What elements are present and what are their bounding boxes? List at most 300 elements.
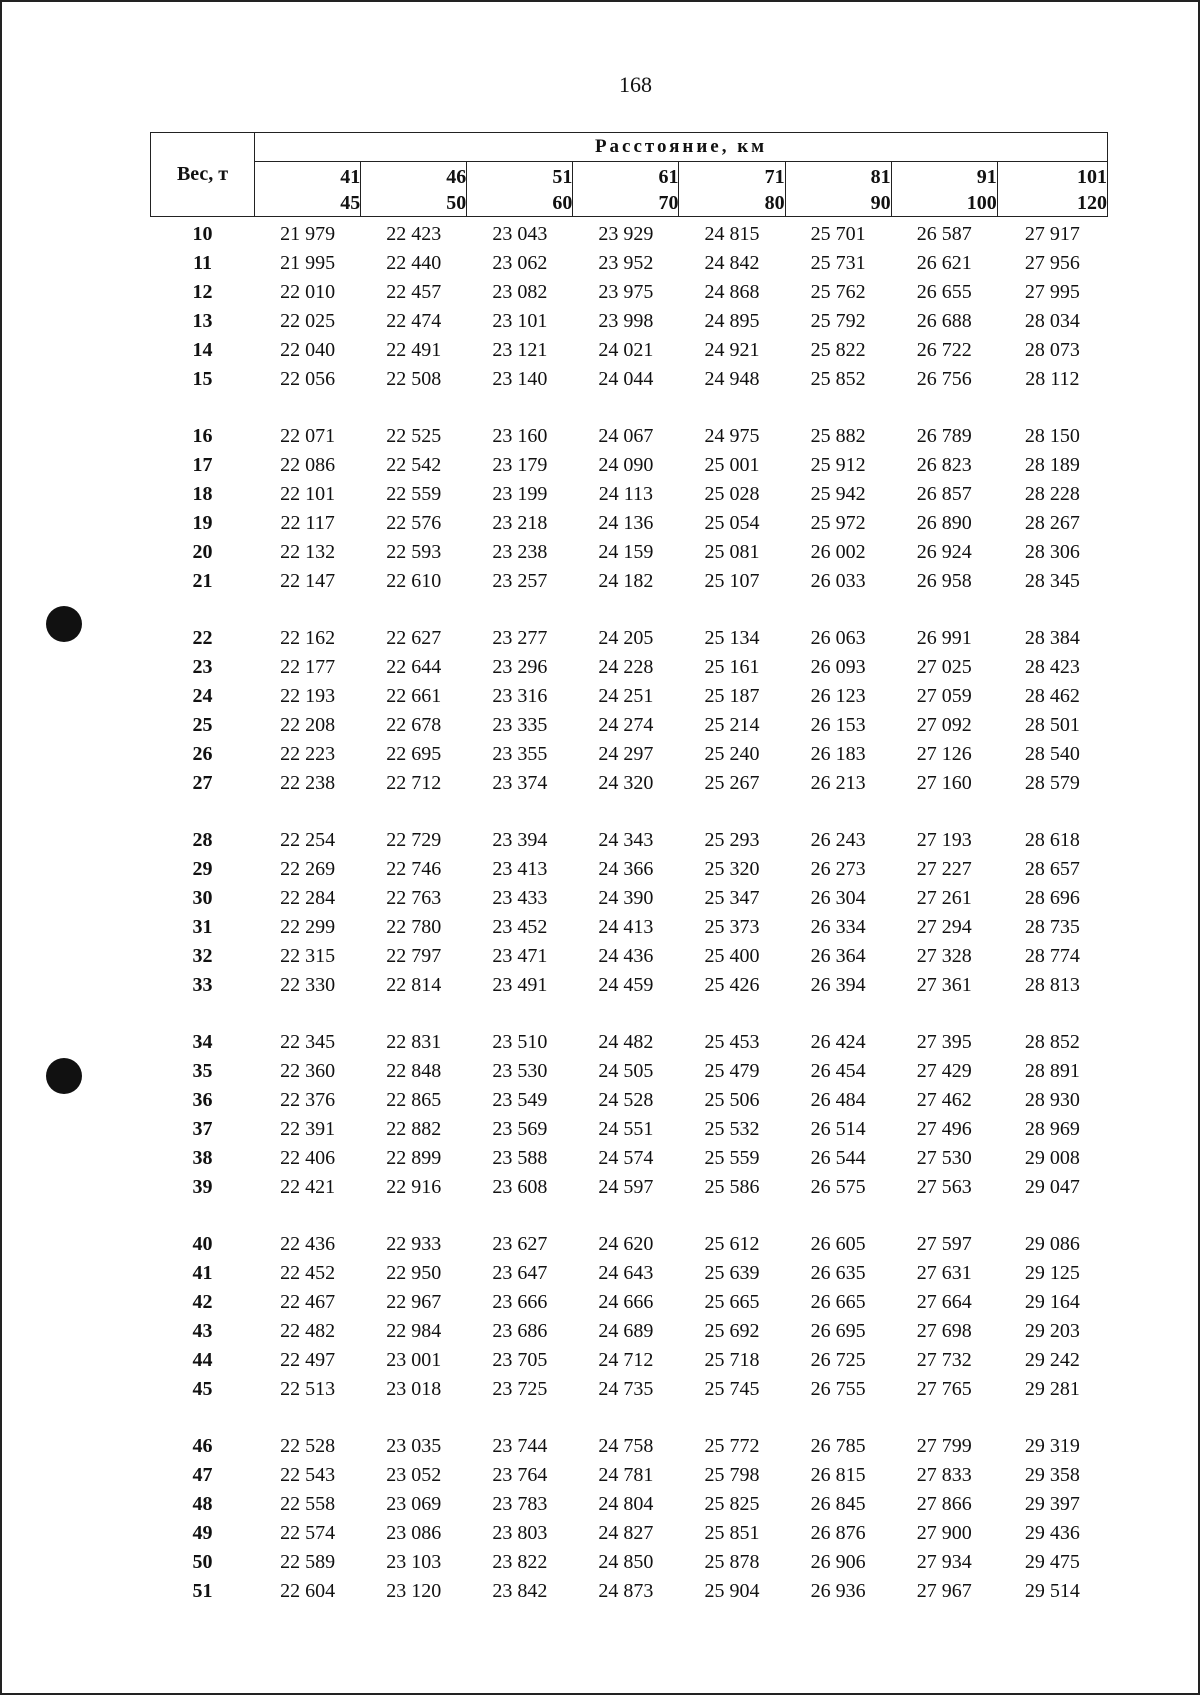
tariff-value-cell: 26 722 bbox=[916, 339, 972, 361]
tariff-value-cell: 23 666 bbox=[492, 1291, 548, 1313]
tariff-value-cell: 24 804 bbox=[598, 1493, 654, 1515]
table-body bbox=[151, 217, 1108, 1604]
tariff-value-cell: 22 508 bbox=[386, 368, 442, 390]
tariff-value-cell: 28 579 bbox=[1024, 772, 1080, 794]
table-row bbox=[151, 823, 1108, 852]
tariff-value-cell: 26 243 bbox=[810, 829, 866, 851]
tariff-value-cell: 24 850 bbox=[598, 1551, 654, 1573]
tariff-value-cell: 22 040 bbox=[280, 339, 336, 361]
tariff-value-cell: 26 655 bbox=[916, 281, 972, 303]
table-row bbox=[151, 1516, 1108, 1545]
tariff-value-cell: 22 695 bbox=[386, 743, 442, 765]
tariff-value-cell: 24 343 bbox=[598, 829, 654, 851]
tariff-value-cell: 26 394 bbox=[810, 974, 866, 996]
tariff-value-cell: 22 376 bbox=[280, 1089, 336, 1111]
table-row bbox=[151, 275, 1108, 304]
tariff-value-cell: 23 433 bbox=[492, 887, 548, 909]
tariff-value-cell: 24 873 bbox=[598, 1580, 654, 1602]
tariff-value-cell: 22 193 bbox=[280, 685, 336, 707]
tariff-value-cell: 24 528 bbox=[598, 1089, 654, 1111]
weight-cell: 17 bbox=[192, 454, 213, 476]
tariff-value-cell: 23 199 bbox=[492, 483, 548, 505]
distance-header: Расстояние, км bbox=[255, 133, 1108, 162]
tariff-value-cell: 24 868 bbox=[704, 281, 760, 303]
table-row bbox=[151, 564, 1108, 593]
table-row bbox=[151, 1372, 1108, 1401]
weight-cell: 10 bbox=[192, 223, 213, 245]
tariff-value-cell: 27 956 bbox=[1024, 252, 1080, 274]
tariff-value-cell: 24 574 bbox=[598, 1147, 654, 1169]
tariff-value-cell: 23 043 bbox=[492, 223, 548, 245]
weight-cell: 34 bbox=[192, 1031, 213, 1053]
tariff-value-cell: 22 025 bbox=[280, 310, 336, 332]
tariff-value-cell: 24 482 bbox=[598, 1031, 654, 1053]
tariff-value-cell: 23 549 bbox=[492, 1089, 548, 1111]
table-row bbox=[151, 448, 1108, 477]
tariff-value-cell: 26 454 bbox=[810, 1060, 866, 1082]
tariff-value-cell: 25 762 bbox=[810, 281, 866, 303]
tariff-value-cell: 29 125 bbox=[1024, 1262, 1080, 1284]
tariff-value-cell: 26 364 bbox=[810, 945, 866, 967]
table-row bbox=[151, 1487, 1108, 1516]
tariff-value-cell: 28 657 bbox=[1024, 858, 1080, 880]
range-from: 61 bbox=[658, 166, 679, 188]
distance-range-header bbox=[361, 162, 467, 217]
tariff-value-cell: 27 967 bbox=[916, 1580, 972, 1602]
tariff-value-cell: 22 865 bbox=[386, 1089, 442, 1111]
tariff-value-cell: 24 758 bbox=[598, 1435, 654, 1457]
tariff-value-cell: 26 725 bbox=[810, 1349, 866, 1371]
table-row bbox=[151, 1141, 1108, 1170]
tariff-value-cell: 25 792 bbox=[810, 310, 866, 332]
table-row bbox=[151, 362, 1108, 391]
tariff-value-cell: 24 113 bbox=[598, 483, 654, 505]
tariff-value-cell: 25 347 bbox=[704, 887, 760, 909]
tariff-value-cell: 28 384 bbox=[1024, 627, 1080, 649]
weight-cell: 22 bbox=[192, 627, 213, 649]
tariff-value-cell: 26 857 bbox=[916, 483, 972, 505]
table-row bbox=[151, 1083, 1108, 1112]
tariff-value-cell: 22 421 bbox=[280, 1176, 336, 1198]
tariff-value-cell: 23 160 bbox=[492, 425, 548, 447]
distance-range-header bbox=[467, 162, 573, 217]
distance-range-header bbox=[573, 162, 679, 217]
tariff-value-cell: 23 101 bbox=[492, 310, 548, 332]
tariff-value-cell: 25 506 bbox=[704, 1089, 760, 1111]
tariff-value-cell: 22 010 bbox=[280, 281, 336, 303]
weight-cell: 33 bbox=[192, 974, 213, 996]
tariff-value-cell: 26 755 bbox=[810, 1378, 866, 1400]
tariff-value-cell: 29 047 bbox=[1024, 1176, 1080, 1198]
tariff-value-cell: 25 718 bbox=[704, 1349, 760, 1371]
tariff-value-cell: 23 001 bbox=[386, 1349, 442, 1371]
tariff-value-cell: 26 213 bbox=[810, 772, 866, 794]
tariff-value-cell: 26 575 bbox=[810, 1176, 866, 1198]
distance-range-row bbox=[151, 162, 1108, 217]
weight-cell: 50 bbox=[192, 1551, 213, 1573]
tariff-value-cell: 26 845 bbox=[810, 1493, 866, 1515]
tariff-value-cell: 25 559 bbox=[704, 1147, 760, 1169]
tariff-value-cell: 24 551 bbox=[598, 1118, 654, 1140]
range-to: 45 bbox=[340, 192, 361, 214]
tariff-value-cell: 28 150 bbox=[1024, 425, 1080, 447]
tariff-value-cell: 26 621 bbox=[916, 252, 972, 274]
tariff-value-cell: 22 071 bbox=[280, 425, 336, 447]
tariff-value-cell: 22 678 bbox=[386, 714, 442, 736]
tariff-value-cell: 28 774 bbox=[1024, 945, 1080, 967]
tariff-value-cell: 23 374 bbox=[492, 772, 548, 794]
weight-cell: 28 bbox=[192, 829, 213, 851]
tariff-value-cell: 22 559 bbox=[386, 483, 442, 505]
tariff-value-cell: 23 086 bbox=[386, 1522, 442, 1544]
tariff-value-cell: 24 366 bbox=[598, 858, 654, 880]
tariff-value-cell: 22 712 bbox=[386, 772, 442, 794]
tariff-value-cell: 22 542 bbox=[386, 454, 442, 476]
table-row bbox=[151, 246, 1108, 275]
weight-cell: 31 bbox=[192, 916, 213, 938]
weight-cell: 20 bbox=[192, 541, 213, 563]
tariff-value-cell: 23 686 bbox=[492, 1320, 548, 1342]
tariff-value-cell: 23 018 bbox=[386, 1378, 442, 1400]
tariff-value-cell: 24 228 bbox=[598, 656, 654, 678]
tariff-value-cell: 22 457 bbox=[386, 281, 442, 303]
table-row bbox=[151, 1314, 1108, 1343]
tariff-value-cell: 26 304 bbox=[810, 887, 866, 909]
tariff-value-cell: 22 604 bbox=[280, 1580, 336, 1602]
range-from: 81 bbox=[870, 166, 891, 188]
tariff-value-cell: 23 355 bbox=[492, 743, 548, 765]
tariff-value-cell: 26 635 bbox=[810, 1262, 866, 1284]
group-spacer bbox=[151, 391, 1108, 419]
tariff-value-cell: 23 277 bbox=[492, 627, 548, 649]
tariff-value-cell: 26 695 bbox=[810, 1320, 866, 1342]
tariff-value-cell: 24 413 bbox=[598, 916, 654, 938]
weight-cell: 24 bbox=[192, 685, 213, 707]
tariff-value-cell: 29 164 bbox=[1024, 1291, 1080, 1313]
tariff-value-cell: 23 783 bbox=[492, 1493, 548, 1515]
tariff-value-cell: 27 462 bbox=[916, 1089, 972, 1111]
weight-cell: 21 bbox=[192, 570, 213, 592]
tariff-value-cell: 25 882 bbox=[810, 425, 866, 447]
punch-hole-lower bbox=[46, 1058, 82, 1094]
tariff-value-cell: 24 459 bbox=[598, 974, 654, 996]
group-spacer bbox=[151, 1199, 1108, 1227]
tariff-value-cell: 22 269 bbox=[280, 858, 336, 880]
tariff-value-cell: 25 001 bbox=[704, 454, 760, 476]
tariff-value-cell: 24 643 bbox=[598, 1262, 654, 1284]
tariff-value-cell: 26 063 bbox=[810, 627, 866, 649]
weight-cell: 43 bbox=[192, 1320, 213, 1342]
tariff-value-cell: 23 510 bbox=[492, 1031, 548, 1053]
tariff-value-cell: 24 781 bbox=[598, 1464, 654, 1486]
tariff-value-cell: 28 735 bbox=[1024, 916, 1080, 938]
weight-cell: 45 bbox=[192, 1378, 213, 1400]
tariff-value-cell: 22 589 bbox=[280, 1551, 336, 1573]
tariff-value-cell: 28 462 bbox=[1024, 685, 1080, 707]
tariff-value-cell: 25 453 bbox=[704, 1031, 760, 1053]
tariff-value-cell: 26 958 bbox=[916, 570, 972, 592]
tariff-value-cell: 23 744 bbox=[492, 1435, 548, 1457]
tariff-value-cell: 22 315 bbox=[280, 945, 336, 967]
weight-cell: 16 bbox=[192, 425, 213, 447]
tariff-value-cell: 28 189 bbox=[1024, 454, 1080, 476]
tariff-value-cell: 22 208 bbox=[280, 714, 336, 736]
tariff-value-cell: 28 267 bbox=[1024, 512, 1080, 534]
tariff-value-cell: 22 482 bbox=[280, 1320, 336, 1342]
table-row bbox=[151, 333, 1108, 362]
tariff-value-cell: 26 785 bbox=[810, 1435, 866, 1457]
tariff-value-cell: 26 936 bbox=[810, 1580, 866, 1602]
distance-range-header bbox=[255, 162, 361, 217]
tariff-value-cell: 22 330 bbox=[280, 974, 336, 996]
tariff-value-cell: 24 842 bbox=[704, 252, 760, 274]
table-row bbox=[151, 419, 1108, 448]
tariff-value-cell: 22 984 bbox=[386, 1320, 442, 1342]
weight-cell: 26 bbox=[192, 743, 213, 765]
tariff-value-cell: 24 948 bbox=[704, 368, 760, 390]
tariff-value-cell: 23 952 bbox=[598, 252, 654, 274]
weight-cell: 36 bbox=[192, 1089, 213, 1111]
range-to: 60 bbox=[552, 192, 573, 214]
tariff-value-cell: 25 852 bbox=[810, 368, 866, 390]
tariff-value-cell: 22 780 bbox=[386, 916, 442, 938]
tariff-value-cell: 25 161 bbox=[704, 656, 760, 678]
tariff-value-cell: 26 334 bbox=[810, 916, 866, 938]
tariff-value-cell: 22 101 bbox=[280, 483, 336, 505]
tariff-value-cell: 25 532 bbox=[704, 1118, 760, 1140]
tariff-value-cell: 25 972 bbox=[810, 512, 866, 534]
tariff-value-cell: 28 501 bbox=[1024, 714, 1080, 736]
weight-cell: 13 bbox=[192, 310, 213, 332]
tariff-value-cell: 23 052 bbox=[386, 1464, 442, 1486]
tariff-value-cell: 23 238 bbox=[492, 541, 548, 563]
tariff-value-cell: 24 205 bbox=[598, 627, 654, 649]
tariff-value-cell: 23 471 bbox=[492, 945, 548, 967]
tariff-value-cell: 23 842 bbox=[492, 1580, 548, 1602]
tariff-value-cell: 22 299 bbox=[280, 916, 336, 938]
tariff-value-cell: 23 335 bbox=[492, 714, 548, 736]
tariff-value-cell: 23 822 bbox=[492, 1551, 548, 1573]
tariff-value-cell: 24 505 bbox=[598, 1060, 654, 1082]
weight-cell: 37 bbox=[192, 1118, 213, 1140]
tariff-value-cell: 25 772 bbox=[704, 1435, 760, 1457]
tariff-value-cell: 22 513 bbox=[280, 1378, 336, 1400]
tariff-value-cell: 23 069 bbox=[386, 1493, 442, 1515]
tariff-value-cell: 25 373 bbox=[704, 916, 760, 938]
tariff-value-cell: 21 979 bbox=[280, 223, 336, 245]
tariff-value-cell: 24 975 bbox=[704, 425, 760, 447]
tariff-value-cell: 22 644 bbox=[386, 656, 442, 678]
tariff-value-cell: 24 021 bbox=[598, 339, 654, 361]
tariff-value-cell: 29 008 bbox=[1024, 1147, 1080, 1169]
tariff-value-cell: 27 361 bbox=[916, 974, 972, 996]
weight-cell: 51 bbox=[192, 1580, 213, 1602]
tariff-value-cell: 26 665 bbox=[810, 1291, 866, 1313]
range-to: 120 bbox=[1077, 192, 1107, 214]
table-row bbox=[151, 1227, 1108, 1256]
tariff-value-cell: 26 605 bbox=[810, 1233, 866, 1255]
table-row bbox=[151, 621, 1108, 650]
weight-cell: 18 bbox=[192, 483, 213, 505]
tariff-value-cell: 22 610 bbox=[386, 570, 442, 592]
weight-cell: 32 bbox=[192, 945, 213, 967]
tariff-value-cell: 23 998 bbox=[598, 310, 654, 332]
tariff-value-cell: 22 223 bbox=[280, 743, 336, 765]
tariff-value-cell: 26 424 bbox=[810, 1031, 866, 1053]
table-row bbox=[151, 766, 1108, 795]
tariff-value-cell: 22 056 bbox=[280, 368, 336, 390]
tariff-value-cell: 29 319 bbox=[1024, 1435, 1080, 1457]
tariff-value-cell: 23 725 bbox=[492, 1378, 548, 1400]
tariff-value-cell: 25 107 bbox=[704, 570, 760, 592]
tariff-value-cell: 26 002 bbox=[810, 541, 866, 563]
tariff-value-cell: 27 563 bbox=[916, 1176, 972, 1198]
tariff-value-cell: 27 765 bbox=[916, 1378, 972, 1400]
tariff-value-cell: 22 423 bbox=[386, 223, 442, 245]
tariff-value-cell: 28 073 bbox=[1024, 339, 1080, 361]
tariff-value-cell: 25 054 bbox=[704, 512, 760, 534]
tariff-value-cell: 27 934 bbox=[916, 1551, 972, 1573]
weight-cell: 38 bbox=[192, 1147, 213, 1169]
tariff-value-cell: 28 034 bbox=[1024, 310, 1080, 332]
tariff-value-cell: 28 696 bbox=[1024, 887, 1080, 909]
tariff-value-cell: 25 293 bbox=[704, 829, 760, 851]
tariff-value-cell: 22 593 bbox=[386, 541, 442, 563]
tariff-value-cell: 22 345 bbox=[280, 1031, 336, 1053]
tariff-value-cell: 22 661 bbox=[386, 685, 442, 707]
tariff-value-cell: 26 587 bbox=[916, 223, 972, 245]
range-from: 91 bbox=[976, 166, 997, 188]
tariff-value-cell: 29 358 bbox=[1024, 1464, 1080, 1486]
tariff-value-cell: 24 921 bbox=[704, 339, 760, 361]
group-spacer bbox=[151, 795, 1108, 823]
range-from: 51 bbox=[552, 166, 573, 188]
tariff-value-cell: 27 261 bbox=[916, 887, 972, 909]
tariff-value-cell: 23 121 bbox=[492, 339, 548, 361]
tariff-value-cell: 24 436 bbox=[598, 945, 654, 967]
tariff-value-cell: 29 436 bbox=[1024, 1522, 1080, 1544]
tariff-value-cell: 26 183 bbox=[810, 743, 866, 765]
tariff-value-cell: 22 576 bbox=[386, 512, 442, 534]
tariff-value-cell: 22 899 bbox=[386, 1147, 442, 1169]
tariff-value-cell: 24 390 bbox=[598, 887, 654, 909]
tariff-value-cell: 26 876 bbox=[810, 1522, 866, 1544]
tariff-value-cell: 26 756 bbox=[916, 368, 972, 390]
tariff-value-cell: 22 967 bbox=[386, 1291, 442, 1313]
weight-cell: 15 bbox=[192, 368, 213, 390]
range-from: 41 bbox=[340, 166, 361, 188]
tariff-value-cell: 22 474 bbox=[386, 310, 442, 332]
weight-cell: 49 bbox=[192, 1522, 213, 1544]
tariff-value-cell: 26 484 bbox=[810, 1089, 866, 1111]
weight-cell: 27 bbox=[192, 772, 213, 794]
tariff-value-cell: 25 851 bbox=[704, 1522, 760, 1544]
table-row bbox=[151, 708, 1108, 737]
tariff-value-cell: 27 631 bbox=[916, 1262, 972, 1284]
tariff-value-cell: 28 930 bbox=[1024, 1089, 1080, 1111]
range-from: 101 bbox=[1077, 166, 1107, 188]
tariff-value-cell: 25 798 bbox=[704, 1464, 760, 1486]
tariff-value-cell: 25 701 bbox=[810, 223, 866, 245]
distance-range-header bbox=[997, 162, 1107, 217]
weight-cell: 35 bbox=[192, 1060, 213, 1082]
tariff-value-cell: 29 514 bbox=[1024, 1580, 1080, 1602]
tariff-value-cell: 22 360 bbox=[280, 1060, 336, 1082]
tariff-value-cell: 24 666 bbox=[598, 1291, 654, 1313]
tariff-value-cell: 22 746 bbox=[386, 858, 442, 880]
tariff-value-cell: 24 044 bbox=[598, 368, 654, 390]
table-row bbox=[151, 217, 1108, 247]
tariff-table bbox=[150, 132, 1108, 1603]
tariff-value-cell: 25 612 bbox=[704, 1233, 760, 1255]
table-row bbox=[151, 1458, 1108, 1487]
tariff-value-cell: 22 543 bbox=[280, 1464, 336, 1486]
table-row bbox=[151, 1170, 1108, 1199]
tariff-value-cell: 24 895 bbox=[704, 310, 760, 332]
tariff-value-cell: 28 423 bbox=[1024, 656, 1080, 678]
tariff-value-cell: 25 214 bbox=[704, 714, 760, 736]
tariff-value-cell: 23 608 bbox=[492, 1176, 548, 1198]
tariff-value-cell: 22 406 bbox=[280, 1147, 336, 1169]
tariff-value-cell: 22 284 bbox=[280, 887, 336, 909]
tariff-value-cell: 26 688 bbox=[916, 310, 972, 332]
weight-cell: 12 bbox=[192, 281, 213, 303]
tariff-value-cell: 23 705 bbox=[492, 1349, 548, 1371]
table-row bbox=[151, 535, 1108, 564]
tariff-value-cell: 29 397 bbox=[1024, 1493, 1080, 1515]
tariff-value-cell: 26 273 bbox=[810, 858, 866, 880]
tariff-value-cell: 23 316 bbox=[492, 685, 548, 707]
table-row bbox=[151, 1343, 1108, 1372]
tariff-value-cell: 22 086 bbox=[280, 454, 336, 476]
tariff-value-cell: 26 789 bbox=[916, 425, 972, 447]
tariff-value-cell: 27 193 bbox=[916, 829, 972, 851]
tariff-value-cell: 26 924 bbox=[916, 541, 972, 563]
punch-hole-upper bbox=[46, 606, 82, 642]
tariff-value-cell: 25 240 bbox=[704, 743, 760, 765]
table-row bbox=[151, 737, 1108, 766]
tariff-value-cell: 27 294 bbox=[916, 916, 972, 938]
tariff-value-cell: 25 665 bbox=[704, 1291, 760, 1313]
tariff-value-cell: 22 238 bbox=[280, 772, 336, 794]
table-row bbox=[151, 1285, 1108, 1314]
group-spacer bbox=[151, 997, 1108, 1025]
table-row bbox=[151, 910, 1108, 939]
tariff-value-cell: 28 969 bbox=[1024, 1118, 1080, 1140]
tariff-value-cell: 23 588 bbox=[492, 1147, 548, 1169]
tariff-value-cell: 23 218 bbox=[492, 512, 548, 534]
group-spacer bbox=[151, 1401, 1108, 1429]
tariff-value-cell: 27 664 bbox=[916, 1291, 972, 1313]
tariff-value-cell: 27 025 bbox=[916, 656, 972, 678]
tariff-value-cell: 27 833 bbox=[916, 1464, 972, 1486]
tariff-value-cell: 22 933 bbox=[386, 1233, 442, 1255]
tariff-value-cell: 23 120 bbox=[386, 1580, 442, 1602]
tariff-value-cell: 22 814 bbox=[386, 974, 442, 996]
table-row bbox=[151, 477, 1108, 506]
tariff-value-cell: 24 159 bbox=[598, 541, 654, 563]
tariff-value-cell: 21 995 bbox=[280, 252, 336, 274]
weight-cell: 30 bbox=[192, 887, 213, 909]
tariff-value-cell: 24 090 bbox=[598, 454, 654, 476]
tariff-value-cell: 25 028 bbox=[704, 483, 760, 505]
tariff-value-cell: 22 729 bbox=[386, 829, 442, 851]
range-from: 71 bbox=[764, 166, 785, 188]
tariff-value-cell: 22 177 bbox=[280, 656, 336, 678]
weight-cell: 39 bbox=[192, 1176, 213, 1198]
tariff-value-cell: 27 227 bbox=[916, 858, 972, 880]
tariff-value-cell: 24 620 bbox=[598, 1233, 654, 1255]
